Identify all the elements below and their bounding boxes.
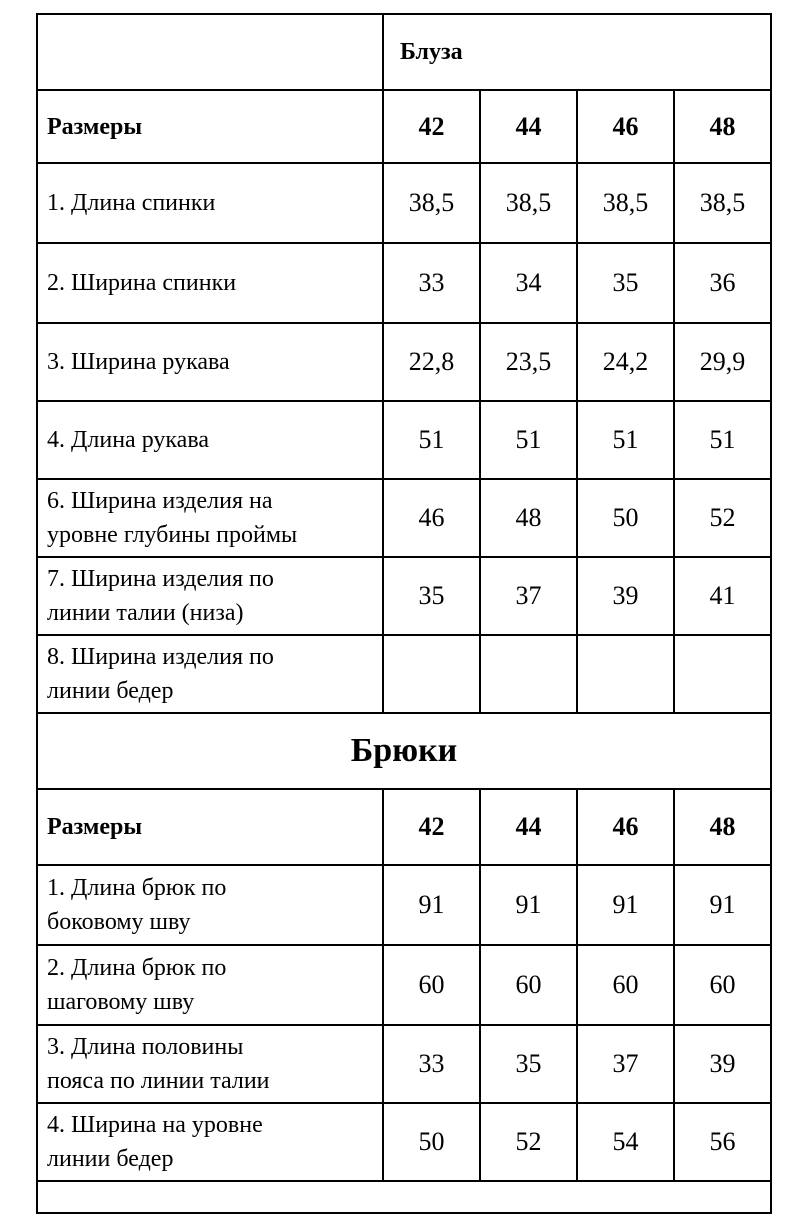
value-cell: 33: [383, 243, 480, 323]
value-cell: 29,9: [674, 323, 771, 401]
size-header: 46: [577, 90, 674, 163]
value-cell: 23,5: [480, 323, 577, 401]
label-line: линии бедер: [47, 678, 174, 704]
value-cell: 46: [383, 479, 480, 557]
value-cell: 51: [674, 401, 771, 479]
pants-size-row: [37, 789, 771, 865]
size-chart: [36, 13, 772, 1214]
label-line: 8. Ширина изделия по: [47, 644, 274, 670]
size-header: 46: [577, 789, 674, 865]
size-header: 42: [383, 90, 480, 163]
table-row: [37, 557, 771, 635]
value-cell: [383, 635, 480, 713]
value-cell: 51: [577, 401, 674, 479]
value-cell: 37: [480, 557, 577, 635]
value-cell: 22,8: [383, 323, 480, 401]
measure-label: [37, 945, 383, 1025]
value-cell: 33: [383, 1025, 480, 1103]
value-cell: 48: [480, 479, 577, 557]
value-cell: 60: [480, 945, 577, 1025]
label-line: уровне глубины проймы: [47, 522, 298, 548]
label-line: 6. Ширина изделия на: [47, 488, 273, 514]
blank-cell: [37, 1181, 771, 1213]
measure-label: 1. Длина спинки: [37, 163, 383, 243]
measure-label: 4. Длина рукава: [37, 401, 383, 479]
size-header: 48: [674, 789, 771, 865]
value-cell: 51: [383, 401, 480, 479]
value-cell: 54: [577, 1103, 674, 1181]
size-header: 44: [480, 789, 577, 865]
value-cell: 34: [480, 243, 577, 323]
value-cell: 36: [674, 243, 771, 323]
size-header: 44: [480, 90, 577, 163]
measure-label: 2. Ширина спинки: [37, 243, 383, 323]
blouse-title: Блуза: [383, 14, 771, 90]
label-line: 4. Ширина на уровне: [47, 1112, 263, 1138]
value-cell: 38,5: [674, 163, 771, 243]
measure-label: [37, 1103, 383, 1181]
table-row: [37, 1103, 771, 1181]
value-cell: 50: [577, 479, 674, 557]
table-row: [37, 323, 771, 401]
measure-label: [37, 479, 383, 557]
trailing-row: [37, 1181, 771, 1213]
value-cell: 38,5: [480, 163, 577, 243]
table-row: [37, 479, 771, 557]
value-cell: [577, 635, 674, 713]
value-cell: 60: [577, 945, 674, 1025]
table-row: [37, 401, 771, 479]
label-line: 2. Длина брюк по: [47, 955, 227, 981]
value-cell: 35: [480, 1025, 577, 1103]
table-row: [37, 1025, 771, 1103]
value-cell: [674, 635, 771, 713]
size-header: 42: [383, 789, 480, 865]
label-line: линии талии (низа): [47, 600, 244, 626]
value-cell: 91: [480, 865, 577, 945]
measure-label: [37, 1025, 383, 1103]
value-cell: 24,2: [577, 323, 674, 401]
value-cell: 38,5: [577, 163, 674, 243]
value-cell: [480, 635, 577, 713]
value-cell: 38,5: [383, 163, 480, 243]
value-cell: 50: [383, 1103, 480, 1181]
value-cell: 91: [577, 865, 674, 945]
value-cell: 35: [383, 557, 480, 635]
value-cell: 37: [577, 1025, 674, 1103]
value-cell: 91: [383, 865, 480, 945]
label-line: шаговому шву: [47, 989, 195, 1015]
table-row: [37, 635, 771, 713]
size-header: 48: [674, 90, 771, 163]
value-cell: 60: [674, 945, 771, 1025]
label-line: пояса по линии талии: [47, 1068, 270, 1094]
pants-title: Брюки: [37, 713, 771, 789]
value-cell: 56: [674, 1103, 771, 1181]
measure-label: [37, 635, 383, 713]
label-line: 3. Длина половины: [47, 1034, 244, 1060]
value-cell: 91: [674, 865, 771, 945]
value-cell: 52: [480, 1103, 577, 1181]
table-row: [37, 945, 771, 1025]
label-line: боковому шву: [47, 909, 191, 935]
value-cell: 52: [674, 479, 771, 557]
size-label: Размеры: [37, 90, 383, 163]
table-row: [37, 163, 771, 243]
blouse-title-row: [37, 14, 771, 90]
size-label: Размеры: [37, 789, 383, 865]
value-cell: 39: [577, 557, 674, 635]
value-cell: 60: [383, 945, 480, 1025]
value-cell: 39: [674, 1025, 771, 1103]
table-row: [37, 865, 771, 945]
blouse-size-row: [37, 90, 771, 163]
measure-label: 3. Ширина рукава: [37, 323, 383, 401]
measure-label: [37, 557, 383, 635]
label-line: 7. Ширина изделия по: [47, 566, 274, 592]
measure-label: [37, 865, 383, 945]
value-cell: 51: [480, 401, 577, 479]
table-row: [37, 243, 771, 323]
label-line: линии бедер: [47, 1146, 174, 1172]
size-table: [36, 13, 772, 1214]
value-cell: 35: [577, 243, 674, 323]
value-cell: 41: [674, 557, 771, 635]
label-line: 1. Длина брюк по: [47, 875, 227, 901]
blank-cell: [37, 14, 383, 90]
pants-title-row: [37, 713, 771, 789]
